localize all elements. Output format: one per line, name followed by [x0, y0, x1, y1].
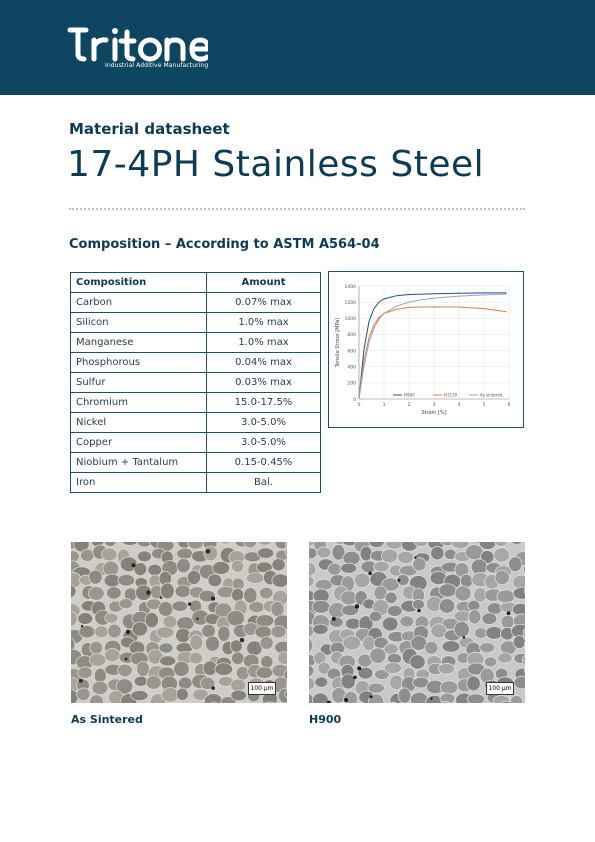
y-tick-label: 600: [347, 349, 356, 355]
element-name: Silicon: [71, 313, 207, 333]
x-tick-label: 1: [382, 403, 386, 408]
element-amount: 3.0-5.0%: [207, 433, 321, 453]
table-row: [71, 453, 321, 473]
header-banner: [0, 0, 595, 95]
legend-label: As sintered: [480, 392, 503, 398]
x-tick-label: 0: [357, 403, 361, 408]
element-amount: 0.04% max: [207, 353, 321, 373]
micrograph-h900: [309, 542, 525, 703]
element-amount: 1.0% max: [207, 313, 321, 333]
document-subtitle: Material datasheet: [69, 120, 230, 138]
brand-tagline: Industrial Additive Manufacturing: [105, 62, 209, 69]
caption-as-sintered: As Sintered: [71, 713, 143, 726]
column-header-amount: Amount: [207, 273, 321, 293]
series-line: [359, 294, 507, 399]
x-tick-label: 4: [457, 403, 461, 408]
y-tick-label: 0: [353, 397, 356, 403]
stress-strain-chart: [328, 271, 524, 428]
column-header-composition: Composition: [71, 273, 207, 293]
element-amount: 0.07% max: [207, 293, 321, 313]
legend-label: H1150: [444, 392, 458, 398]
y-tick-label: 400: [347, 365, 356, 371]
y-tick-label: 200: [347, 381, 356, 387]
y-tick-label: 1000: [344, 317, 356, 323]
element-name: Chromium: [71, 393, 207, 413]
x-tick-label: 6: [507, 403, 511, 408]
x-axis-label: Strain [%]: [421, 410, 447, 416]
dotted-divider: [69, 208, 525, 210]
table-row: [71, 373, 321, 393]
composition-heading: Composition – According to ASTM A564-04: [69, 237, 380, 252]
element-amount: 3.0-5.0%: [207, 413, 321, 433]
composition-table: [70, 272, 321, 493]
element-name: Iron: [71, 473, 207, 493]
page-title: 17-4PH Stainless Steel: [67, 144, 485, 185]
element-name: Niobium + Tantalum: [71, 453, 207, 473]
table-row: [71, 413, 321, 433]
y-axis-label: Tensile Stress [MPa]: [335, 317, 341, 368]
table-row: [71, 473, 321, 493]
table-row: [71, 353, 321, 373]
x-tick-label: 3: [432, 403, 436, 408]
y-tick-label: 1200: [344, 300, 356, 306]
element-amount: 1.0% max: [207, 333, 321, 353]
table-row: [71, 333, 321, 353]
x-tick-label: 5: [482, 403, 486, 408]
tritone-logo: [66, 24, 208, 64]
element-name: Copper: [71, 433, 207, 453]
y-tick-label: 800: [347, 333, 356, 339]
element-amount: Bal.: [207, 473, 321, 493]
table-row: [71, 313, 321, 333]
table-header-row: [71, 273, 321, 293]
h900-microstructure-image: [309, 542, 525, 703]
element-name: Sulfur: [71, 373, 207, 393]
element-amount: 0.03% max: [207, 373, 321, 393]
element-name: Carbon: [71, 293, 207, 313]
legend-label: H900: [404, 392, 415, 398]
scale-bar: 100 μm: [486, 682, 514, 695]
table-row: [71, 293, 321, 313]
series-line: [359, 307, 507, 399]
element-amount: 15.0-17.5%: [207, 393, 321, 413]
caption-h900: H900: [309, 713, 342, 726]
x-tick-label: 2: [407, 403, 411, 408]
as-sintered-microstructure-image: [71, 542, 287, 703]
element-amount: 0.15-0.45%: [207, 453, 321, 473]
y-tick-label: 1400: [344, 284, 356, 290]
element-name: Nickel: [71, 413, 207, 433]
scale-bar: 100 μm: [248, 682, 276, 695]
micrograph-as-sintered: [71, 542, 287, 703]
table-row: [71, 433, 321, 453]
element-name: Manganese: [71, 333, 207, 353]
stress-strain-plot: [329, 272, 523, 427]
table-row: [71, 393, 321, 413]
element-name: Phosphorous: [71, 353, 207, 373]
